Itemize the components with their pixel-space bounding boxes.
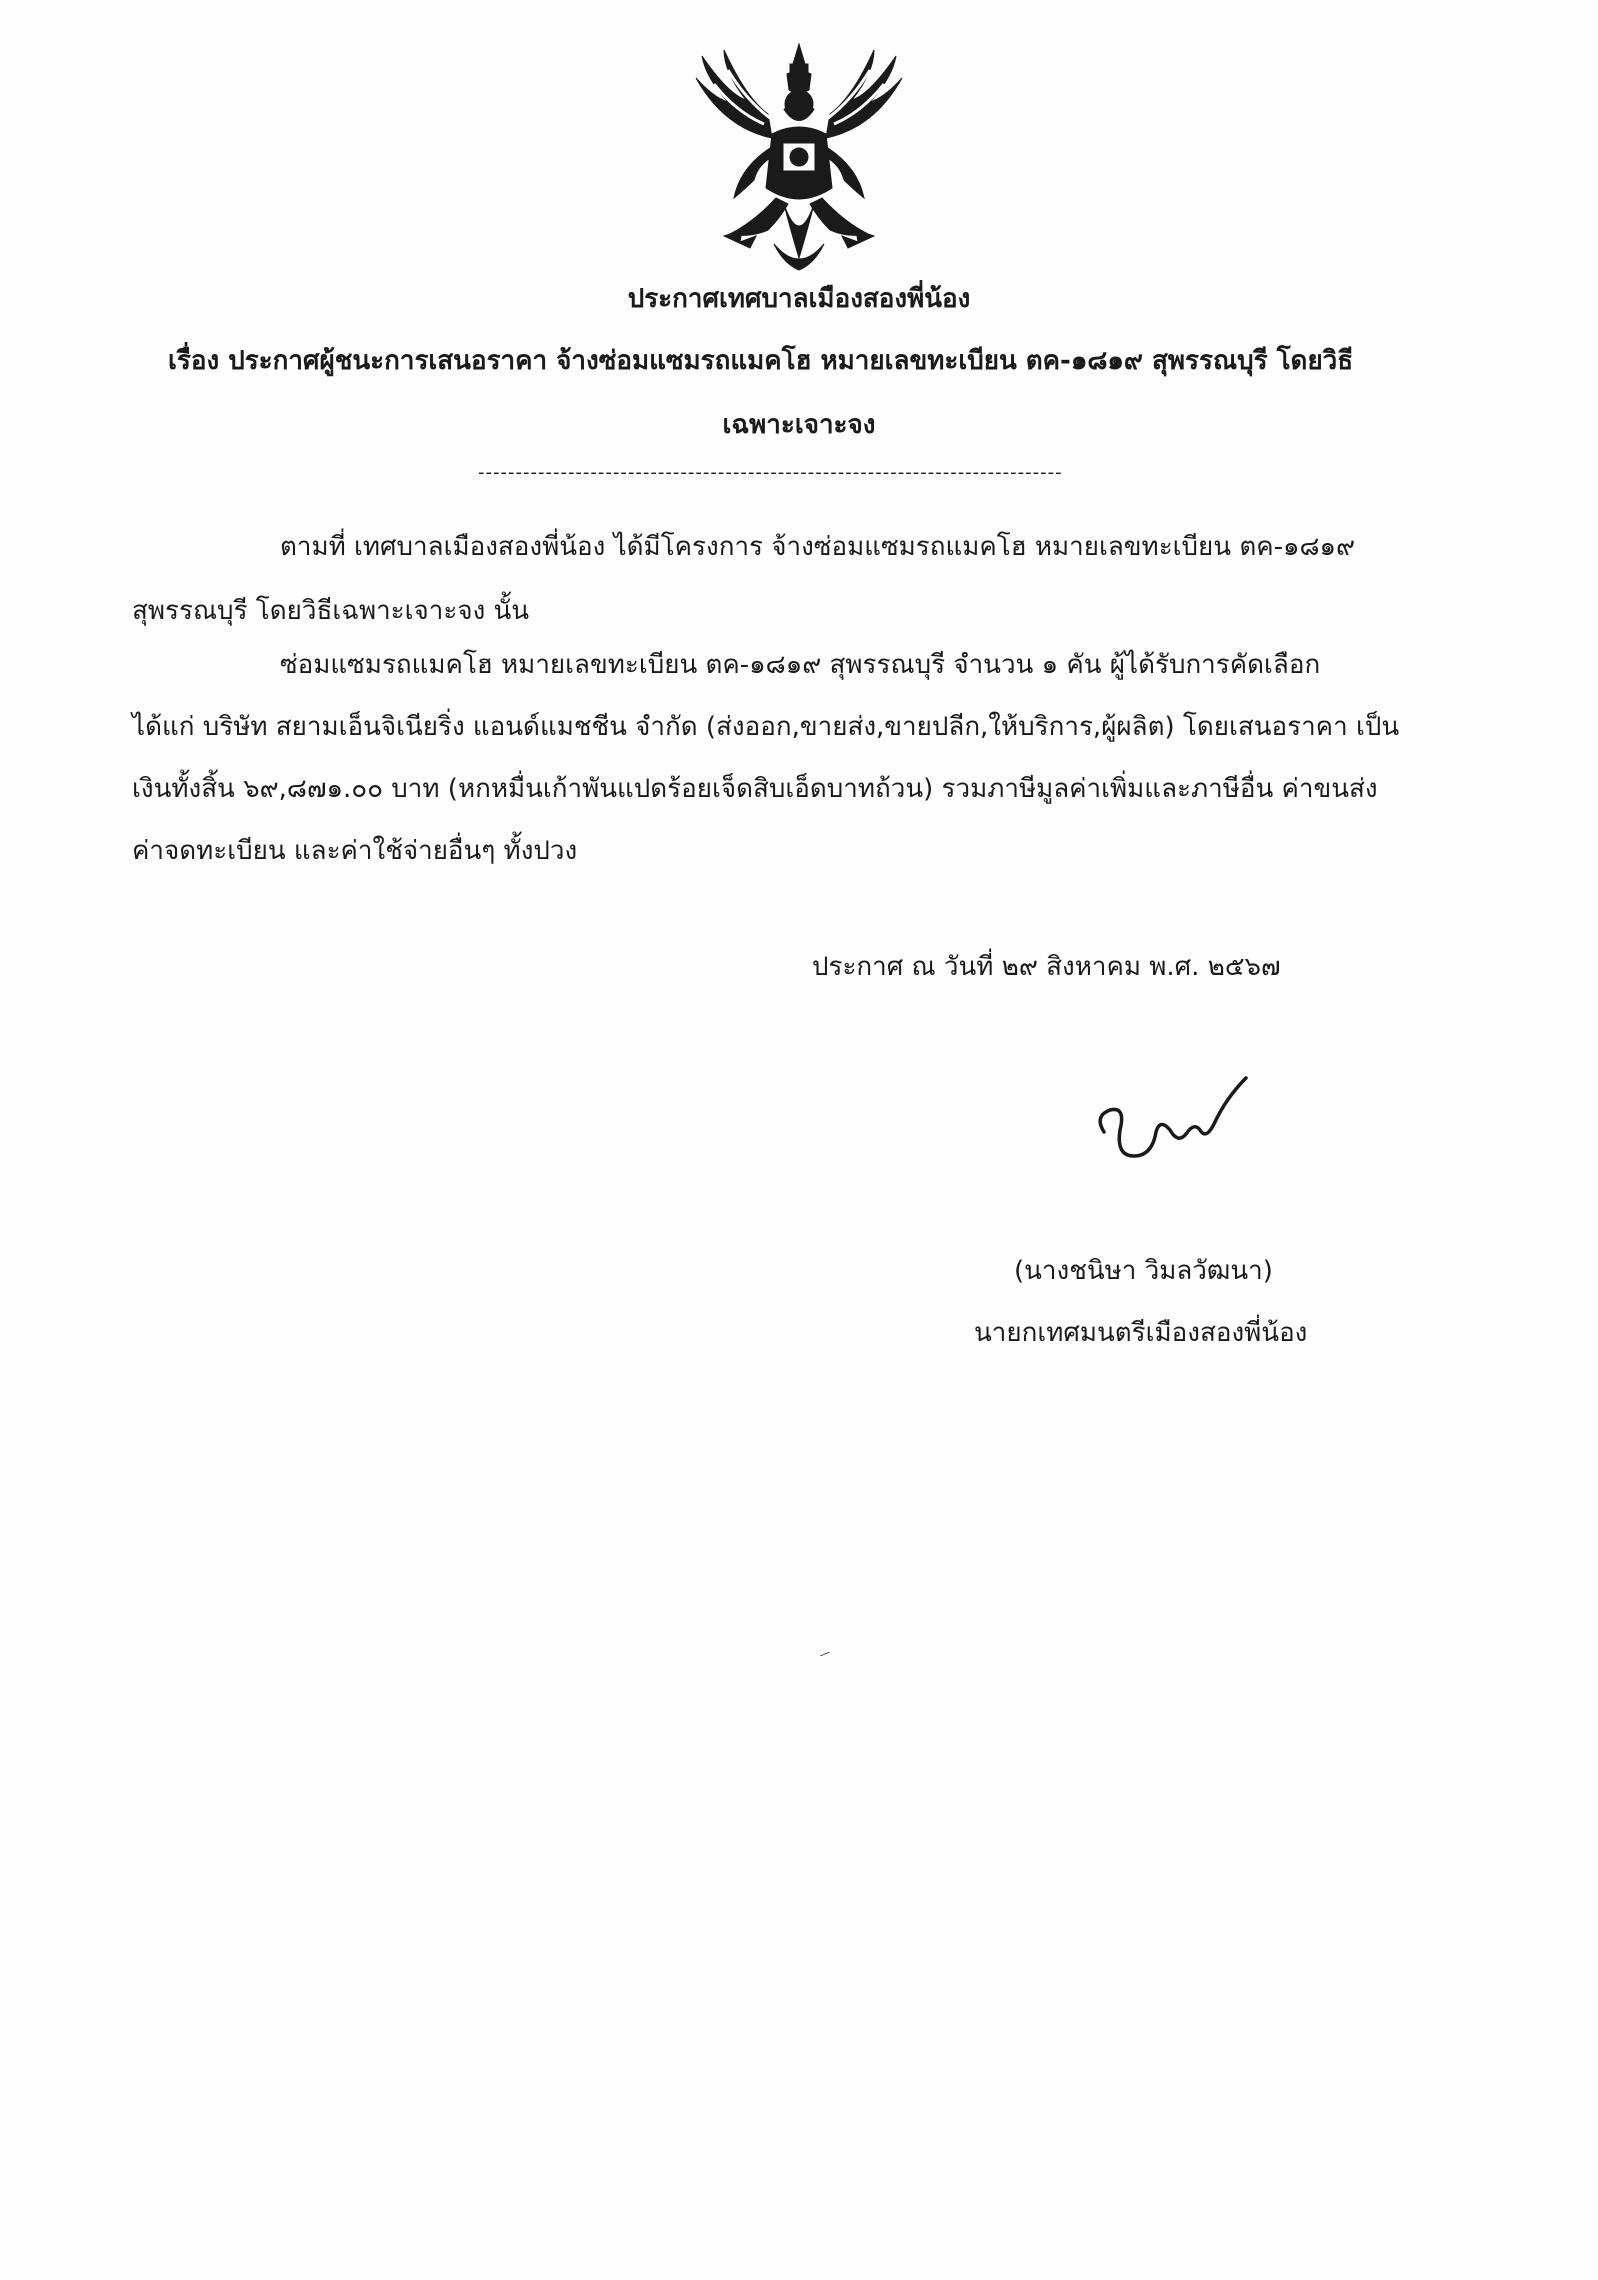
scan-speck [820, 1652, 830, 1656]
subject-line-1: เรื่อง ประกาศผู้ชนะการเสนอราคา จ้างซ่อมแซมรถแมคโฮ หมายเลขทะเบียน ตค-๑๘๑๙ สุพรรณบุรี โดยวิธี [168, 346, 1354, 376]
separator-line: ------------------------------------------------------------------------------ [478, 462, 1063, 483]
body-line-1: ตามที่ เทศบาลเมืองสองพี่น้อง ได้มีโครงการ จ้างซ่อมแซมรถแมคโฮ หมายเลขทะเบียน ตค-๑๘๑๙ [280, 532, 1356, 562]
body-line-3: ซ่อมแซมรถแมคโฮ หมายเลขทะเบียน ตค-๑๘๑๙ สุพรรณบุรี จำนวน ๑ คัน ผู้ได้รับการคัดเลือก [280, 650, 1321, 680]
subject-line-2: เฉพาะเจาะจง [722, 410, 876, 440]
body-line-6: ค่าจดทะเบียน และค่าใช้จ่ายอื่นๆ ทั้งปวง [132, 836, 578, 866]
handwritten-signature [1090, 1060, 1260, 1180]
body-line-2: สุพรรณบุรี โดยวิธีเฉพาะเจาะจง นั้น [132, 596, 530, 626]
body-line-4: ได้แก่ บริษัท สยามเอ็นจิเนียริ่ง แอนด์แมชชีน จำกัด (ส่งออก,ขายส่ง,ขายปลีก,ให้บริการ,ผู้ผลิต) โดยเสนอราคา เป็น [132, 712, 1400, 742]
signer-name: (นางชนิษา วิมลวัฒนา) [1014, 1256, 1273, 1286]
announce-date: ประกาศ ณ วันที่ ๒๙ สิงหาคม พ.ศ. ๒๕๖๗ [812, 952, 1281, 982]
signer-title: นายกเทศมนตรีเมืองสองพี่น้อง [974, 1318, 1308, 1348]
garuda-emblem-icon [684, 38, 914, 278]
body-line-5: เงินทั้งสิ้น ๖๙,๘๗๑.๐๐ บาท (หกหมื่นเก้าพันแปดร้อยเจ็ดสิบเอ็ดบาทถ้วน) รวมภาษีมูลค่าเพิ่มและภาษีอื่น ค่าขนส่ง [132, 774, 1378, 804]
document-title: ประกาศเทศบาลเมืองสองพี่น้อง [627, 284, 971, 314]
